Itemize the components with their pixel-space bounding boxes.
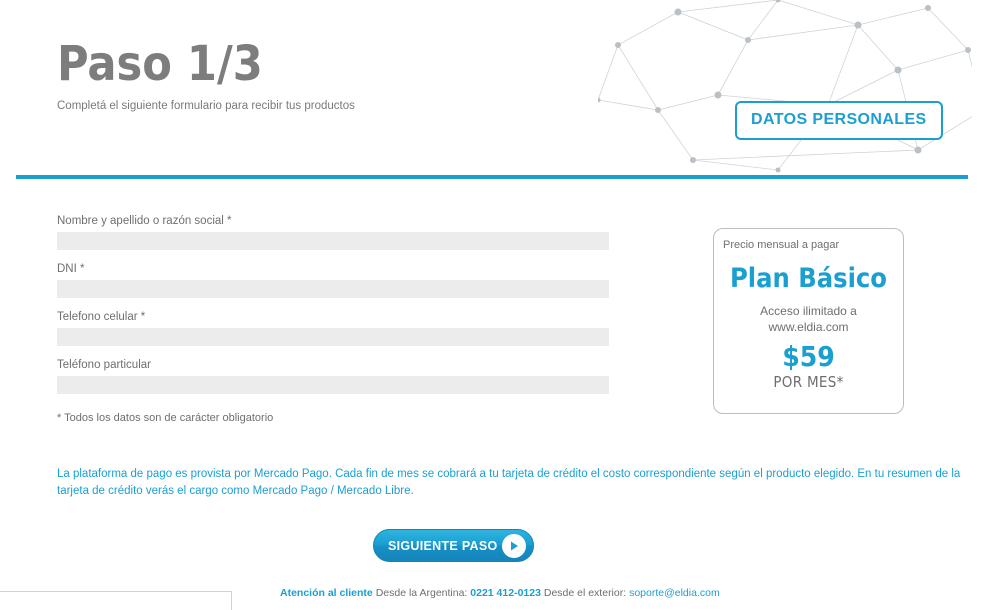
dni-input[interactable] [57, 280, 609, 298]
right-edge-spacer [972, 0, 988, 610]
siguiente-paso-button[interactable] [373, 529, 534, 562]
price-box-label: Precio mensual a pagar [723, 239, 840, 251]
telefono-particular-input[interactable] [57, 376, 609, 394]
header [57, 36, 697, 112]
plan-name: Plan Básico [729, 263, 888, 294]
personal-data-form [57, 215, 609, 424]
customer-support-footer [280, 587, 720, 599]
field-label-telefono-celular: Telefono celular * [57, 311, 146, 323]
plan-description-line2: www.eldia.com [768, 320, 849, 335]
required-fields-note: * Todos los datos son de carácter obligatorio [57, 412, 274, 424]
page-title: Paso 1/3 [57, 36, 263, 92]
plan-description-line1: Acceso ilimitado a [760, 304, 857, 318]
price-summary-box [713, 228, 904, 414]
siguiente-paso-label: SIGUIENTE PASO [388, 538, 498, 553]
datos-personales-badge: DATOS PERSONALES [735, 101, 943, 140]
page-subtitle: Completá el siguiente formulario para recibir tus productos [57, 100, 355, 112]
support-argentina-phone: 0221 412-0123 [470, 587, 541, 599]
nombre-input[interactable] [57, 232, 609, 250]
field-label-telefono-particular: Teléfono particular [57, 359, 151, 371]
plan-description [714, 303, 903, 335]
field-label-dni: DNI * [57, 263, 85, 275]
field-telefono-celular [57, 311, 609, 346]
plan-price: $59 [782, 340, 835, 374]
header-divider [16, 175, 968, 179]
field-dni [57, 263, 609, 298]
bottom-left-panel [0, 591, 232, 610]
plan-period: POR MES* [773, 373, 844, 392]
field-nombre [57, 215, 609, 250]
field-label-nombre: Nombre y apellido o razón social * [57, 215, 232, 227]
telefono-celular-input[interactable] [57, 328, 609, 346]
support-argentina-label: Desde la Argentina: [375, 587, 468, 599]
support-title: Atención al cliente [280, 587, 373, 599]
field-telefono-particular [57, 359, 609, 394]
play-arrow-icon [502, 534, 526, 558]
payment-legal-text: La plataforma de pago es provista por Mercado Pago. Cada fin de mes se cobrará a tu tarjeta de crédito el costo correspondiente según el producto elegido. En tu resumen de la tarjeta de crédito verás el cargo como Mercado Pago / Mercado Libre. [57, 468, 961, 497]
support-exterior-label: Desde el exterior: [543, 587, 627, 599]
support-exterior-email[interactable]: soporte@eldia.com [629, 587, 720, 599]
